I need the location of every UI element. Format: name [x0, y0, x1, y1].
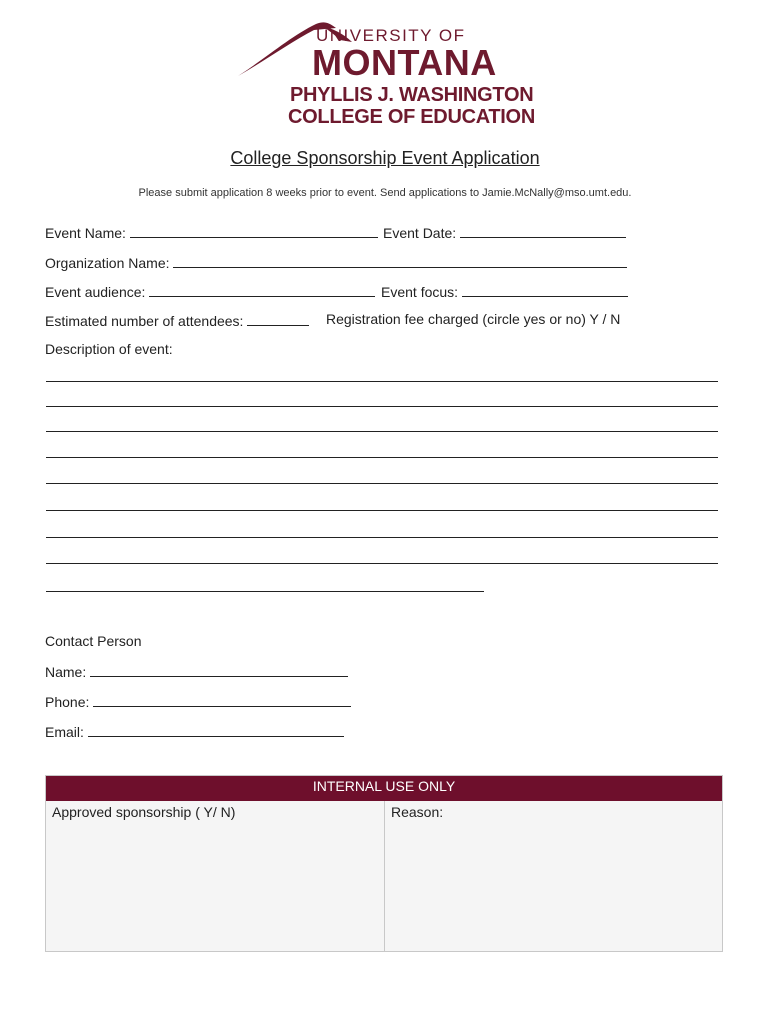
logo-college-of-education: COLLEGE OF EDUCATION — [288, 106, 535, 128]
event-name-label: Event Name: — [45, 225, 126, 241]
attendees-field — [45, 311, 309, 329]
description-line-3[interactable] — [46, 431, 718, 432]
contact-email-label: Email: — [45, 724, 84, 740]
event-name-input-line[interactable] — [130, 223, 378, 238]
organization-name-label: Organization Name: — [45, 255, 170, 271]
registration-fee-field — [326, 311, 620, 327]
organization-name-field — [45, 253, 627, 271]
page-title: College Sponsorship Event Application — [230, 148, 540, 168]
event-date-label: Event Date: — [383, 225, 457, 241]
approved-sponsorship-label: Approved sponsorship ( Y/ N) — [52, 804, 236, 820]
contact-email-input-line[interactable] — [88, 722, 344, 737]
event-focus-input-line[interactable] — [462, 282, 628, 297]
contact-name-input-line[interactable] — [90, 662, 348, 677]
instructions-text: Please submit application 8 weeks prior to event. Send applications to Jamie.McNally@mso.umt.edu. — [138, 187, 632, 199]
description-line-7[interactable] — [46, 537, 718, 538]
description-line-9[interactable] — [46, 591, 484, 592]
description-label: Description of event: — [45, 341, 173, 357]
event-focus-label: Event focus: — [381, 284, 459, 300]
description-line-6[interactable] — [46, 510, 718, 511]
logo-montana: MONTANA — [312, 42, 497, 83]
event-audience-field — [45, 282, 375, 300]
event-name-field — [45, 223, 378, 241]
description-line-1[interactable] — [46, 381, 718, 382]
registration-fee-label: Registration fee charged (circle yes or no) Y / N — [326, 311, 621, 327]
event-focus-field — [381, 282, 628, 300]
approved-sponsorship-cell[interactable] — [46, 801, 385, 951]
contact-person-heading: Contact Person — [45, 633, 142, 649]
contact-email-field — [45, 722, 344, 740]
contact-phone-label: Phone: — [45, 694, 90, 710]
description-line-2[interactable] — [46, 406, 718, 407]
reason-label: Reason: — [391, 804, 444, 820]
logo-university-of: UNIVERSITY OF — [316, 26, 466, 45]
internal-use-header: INTERNAL USE ONLY — [46, 776, 722, 801]
reason-cell[interactable] — [385, 801, 722, 951]
event-audience-input-line[interactable] — [149, 282, 375, 297]
event-date-field — [383, 223, 626, 241]
internal-use-box — [45, 775, 723, 952]
contact-name-field — [45, 662, 348, 680]
event-date-input-line[interactable] — [460, 223, 626, 238]
organization-name-input-line[interactable] — [173, 253, 627, 268]
description-line-4[interactable] — [46, 457, 718, 458]
logo-phyllis-washington: PHYLLIS J. WASHINGTON — [290, 84, 534, 106]
event-audience-label: Event audience: — [45, 284, 146, 300]
description-line-5[interactable] — [46, 483, 718, 484]
contact-name-label: Name: — [45, 664, 87, 680]
attendees-label: Estimated number of attendees: — [45, 313, 244, 329]
contact-phone-input-line[interactable] — [93, 692, 351, 707]
contact-phone-field — [45, 692, 351, 710]
attendees-input-line[interactable] — [247, 311, 309, 326]
university-logo — [236, 20, 536, 130]
description-line-8[interactable] — [46, 563, 718, 564]
internal-use-body — [46, 801, 722, 951]
